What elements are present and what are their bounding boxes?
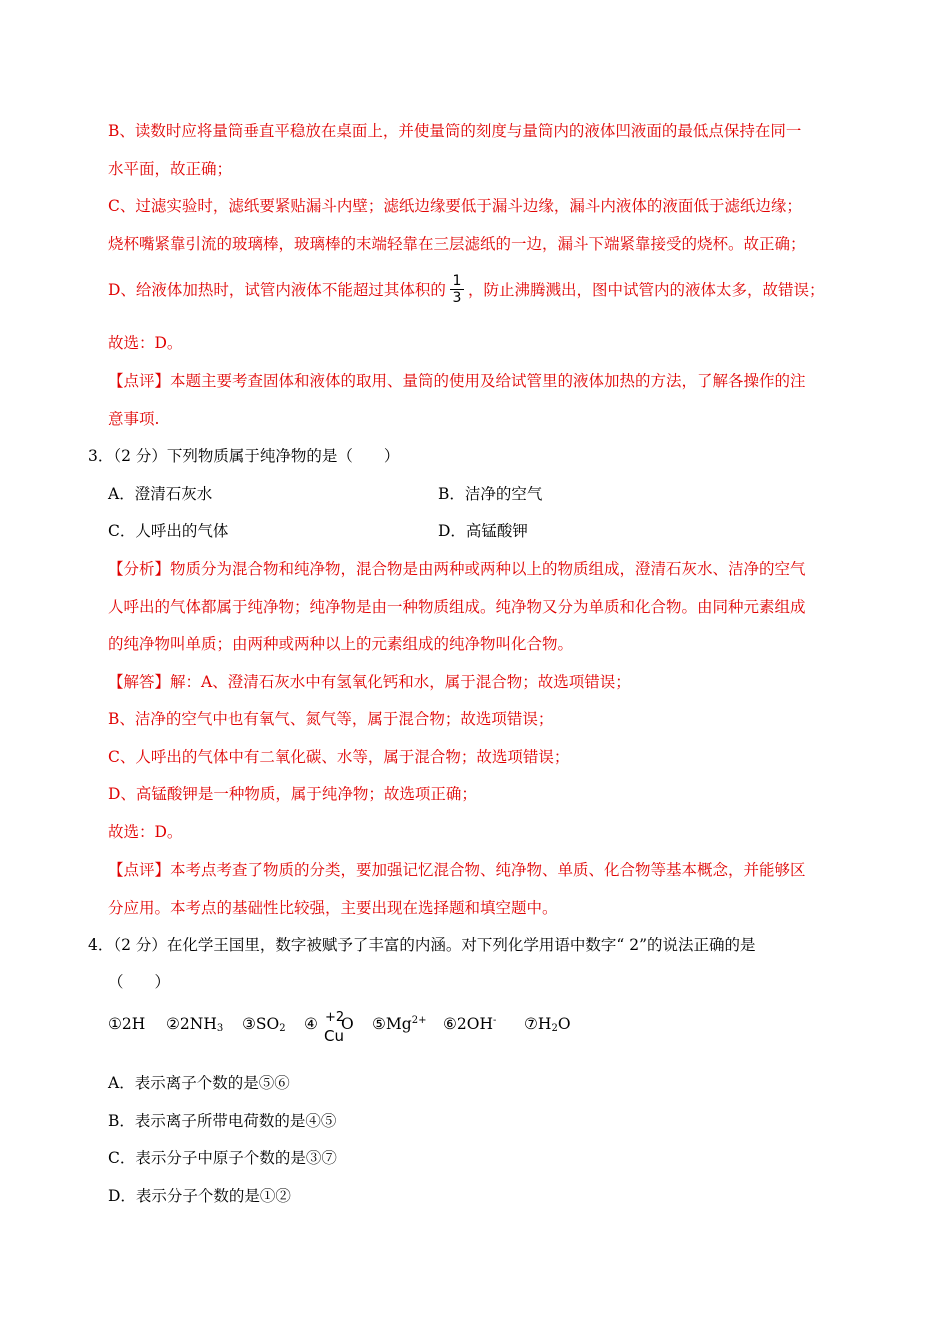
q4-stem-line2: （ ） bbox=[108, 973, 171, 991]
prev-answer-c-line2: 烧杯嘴紧靠引流的玻璃棒，玻璃棒的末端轻靠在三层滤纸的一边，漏斗下端紧靠接受的烧杯。故正确； bbox=[108, 235, 806, 253]
copper-symbol: Cu bbox=[324, 1027, 344, 1045]
prev-answer-choice: 故选：D。 bbox=[108, 334, 183, 352]
prev-answer-b-line2: 水平面，故正确； bbox=[108, 160, 233, 178]
chem-item-3: $③SO_2$ bbox=[242, 1015, 286, 1034]
prev-comment-line1: 【点评】本题主要考查固体和液体的取用、量筒的使用及给试管里的液体加热的方法，了解各操作的注 bbox=[108, 372, 806, 390]
chem-item-6: ⑥2OH- bbox=[443, 1015, 497, 1033]
q3-option-c: C．人呼出的气体 bbox=[108, 522, 229, 540]
q3-choice: 故选：D。 bbox=[108, 823, 183, 841]
prev-comment-line2: 意事项. bbox=[108, 410, 160, 428]
q3-solution-a: 【解答】解：A、澄清石灰水中有氢氧化钙和水，属于混合物；故选项错误； bbox=[108, 673, 631, 691]
chem-item-5: $⑤Mg^{2+}$ bbox=[372, 1015, 427, 1033]
q4-option-d: D．表示分子个数的是①② bbox=[108, 1187, 291, 1205]
prev-answer-c-line1: C、过滤实验时，滤纸要紧贴漏斗内壁；滤纸边缘要低于漏斗边缘，漏斗内液体的液面低于滤纸边缘； bbox=[108, 197, 802, 215]
q4-option-c: C．表示分子中原子个数的是③⑦ bbox=[108, 1149, 337, 1167]
q3-option-b: B．洁净的空气 bbox=[438, 485, 543, 503]
prev-answer-d-before: D、给液体加热时，试管内液体不能超过其体积的 bbox=[108, 281, 446, 299]
chem-item-4: ④ +2 O Cu bbox=[304, 1010, 354, 1045]
q3-option-a: A．澄清石灰水 bbox=[108, 485, 213, 503]
q3-solution-c: C、人呼出的气体中有二氧化碳、水等，属于混合物；故选项错误； bbox=[108, 748, 570, 766]
q3-stem: 3．（2 分）下列物质属于纯净物的是（ ） bbox=[88, 447, 400, 465]
prev-answer-d-after: ，防止沸腾溅出，图中试管内的液体太多，故错误； bbox=[467, 281, 825, 299]
chem-item-2: $②2NH_3$ bbox=[166, 1015, 224, 1034]
prev-answer-d-line bbox=[108, 273, 868, 306]
q3-analysis-line1: 【分析】物质分为混合物和纯净物，混合物是由两种或两种以上的物质组成，澄清石灰水、洁净的空气 bbox=[108, 560, 806, 578]
q4-option-a: A．表示离子个数的是⑤⑥ bbox=[108, 1074, 290, 1092]
prev-answer-b-line1: B、读数时应将量筒垂直平稳放在桌面上，并使量筒的刻度与量筒内的液体凹液面的最低点保持在同一 bbox=[108, 122, 802, 140]
chem-item-1: ①2H bbox=[108, 1015, 146, 1033]
q3-solution-b: B、洁净的空气中也有氧气、氮气等，属于混合物；故选项错误； bbox=[108, 710, 554, 728]
fraction bbox=[446, 273, 468, 306]
chem-item-7: $⑦H_2O$ bbox=[524, 1015, 571, 1034]
q3-comment-line2: 分应用。本考点的基础性比较强，主要出现在选择题和填空题中。 bbox=[108, 899, 558, 917]
q3-option-d: D．高锰酸钾 bbox=[438, 522, 528, 540]
fraction-denominator: 3 bbox=[452, 290, 462, 306]
q3-analysis-line2: 人呼出的气体都属于纯净物；纯净物是由一种物质组成。纯净物又分为单质和化合物。由同种元素组成 bbox=[108, 598, 806, 616]
fraction-numerator: 1 bbox=[450, 274, 464, 290]
q4-stem-line1: 4．（2 分）在化学王国里，数字被赋予了丰富的内涵。对下列化学用语中数字“ 2”的说法正确的是 bbox=[88, 936, 756, 954]
q3-comment-line1: 【点评】本考点考查了物质的分类，要加强记忆混合物、纯净物、单质、化合物等基本概念，并能够区 bbox=[108, 861, 806, 879]
q4-option-b: B．表示离子所带电荷数的是④⑤ bbox=[108, 1112, 337, 1130]
q3-solution-d: D、高锰酸钾是一种物质，属于纯净物；故选项正确； bbox=[108, 785, 477, 803]
valence-label: +2 bbox=[325, 1010, 345, 1025]
q3-analysis-line3: 的纯净物叫单质；由两种或两种以上的元素组成的纯净物叫化合物。 bbox=[108, 635, 574, 653]
